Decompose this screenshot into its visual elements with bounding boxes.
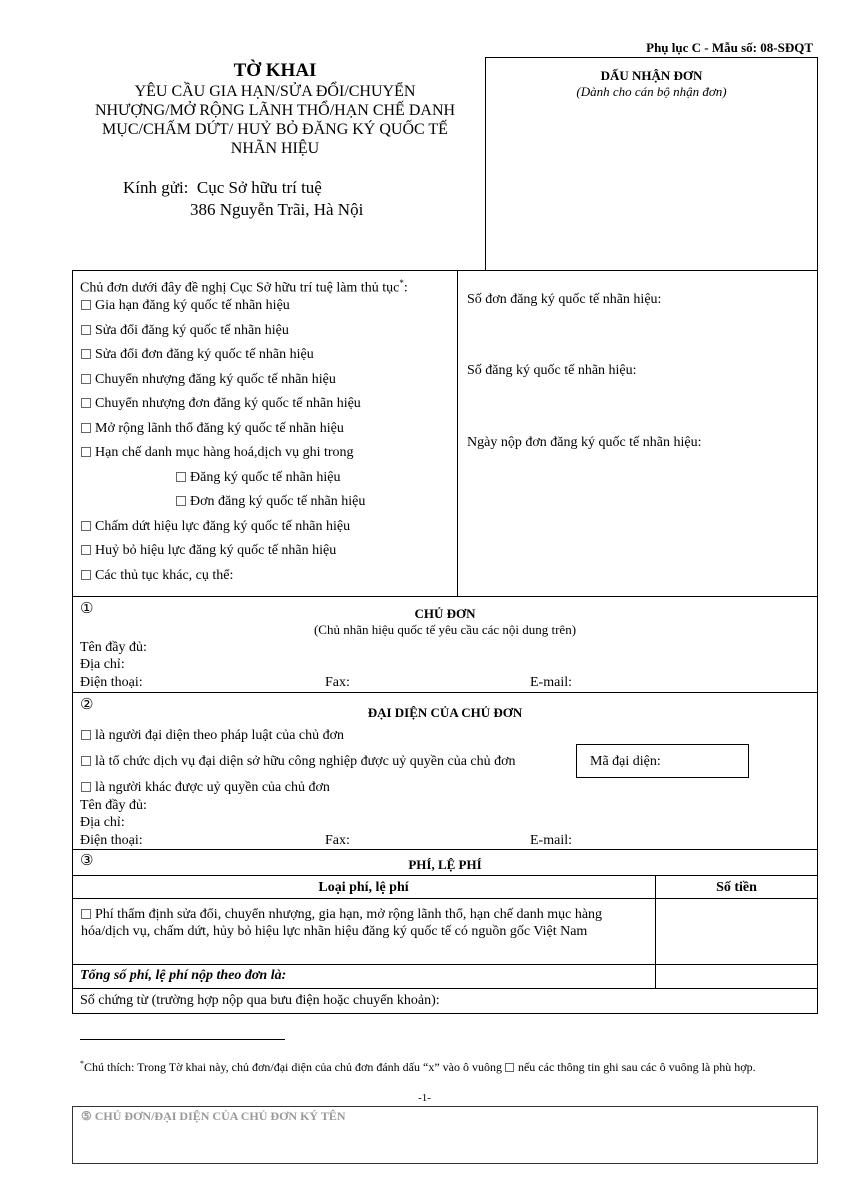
- footnote: *Chú thích: Trong Tờ khai này, chủ đơn/đại diện của chủ đơn đánh dấu “x” vào ô vuông nếu các thông tin ghi sau các ô vuông là phù hợp.: [80, 1059, 756, 1074]
- signature-box[interactable]: [72, 1106, 818, 1164]
- checkbox[interactable]: [81, 909, 91, 919]
- intl-filing-date-label: Ngày nộp đơn đăng ký quốc tế nhãn hiệu:: [467, 435, 702, 450]
- stamp-note: (Dành cho cán bộ nhận đơn): [576, 84, 727, 99]
- subtitle-line: YÊU CẦU GIA HẠN/SỬA ĐỔI/CHUYỂN: [134, 83, 416, 100]
- fees-col-amount: Số tiền: [716, 880, 757, 895]
- intl-application-number-label: Số đơn đăng ký quốc tế nhãn hiệu:: [467, 292, 662, 307]
- owner-address-label: Địa chỉ:: [80, 657, 125, 672]
- request-intro: Chủ đơn dưới đây đề nghị Cục Sở hữu trí tuệ làm thủ tục*:: [80, 278, 408, 296]
- representative-title: ĐẠI DIỆN CỦA CHỦ ĐƠN: [367, 705, 523, 720]
- checkbox[interactable]: [81, 730, 91, 740]
- option-limitation-application[interactable]: Đơn đăng ký quốc tế nhãn hiệu: [81, 493, 365, 518]
- checkbox[interactable]: [81, 398, 91, 408]
- stamp-title: DẤU NHẬN ĐƠN: [600, 68, 703, 83]
- section-number: ③: [80, 851, 94, 869]
- rep-option-legal[interactable]: là người đại diện theo pháp luật của chủ đơn: [81, 727, 344, 744]
- rep-code-box[interactable]: [576, 744, 749, 778]
- option-territorial-extension[interactable]: Mở rộng lãnh thổ đăng ký quốc tế nhãn hiệu: [81, 420, 365, 445]
- checkbox[interactable]: [81, 423, 91, 433]
- stamp-box: [485, 57, 818, 271]
- owner-name-label: Tên đầy đủ:: [80, 640, 147, 655]
- appendix-label: Phụ lục C - Mẫu số: 08-SĐQT: [646, 40, 813, 55]
- rep-email-label: E-mail:: [530, 833, 572, 848]
- subtitle-line: MỤC/CHẤM DỨT/ HUỶ BỎ ĐĂNG KÝ QUỐC TẾ: [102, 121, 448, 138]
- fees-total-label: Tổng số phí, lệ phí nộp theo đơn là:: [80, 968, 287, 983]
- option-renewal[interactable]: Gia hạn đăng ký quốc tế nhãn hiệu: [81, 297, 365, 322]
- recipient: [123, 178, 322, 198]
- checkbox[interactable]: [81, 349, 91, 359]
- option-transfer-registration[interactable]: Chuyển nhượng đăng ký quốc tế nhãn hiệu: [81, 371, 365, 396]
- checkbox[interactable]: [81, 545, 91, 555]
- owner-title: CHỦ ĐƠN: [414, 606, 476, 621]
- rep-code-label: Mã đại diện:: [590, 754, 661, 769]
- owner-fax-label: Fax:: [325, 675, 350, 690]
- rep-fax-label: Fax:: [325, 833, 350, 848]
- page-number: -1-: [418, 1092, 431, 1104]
- form-subtitle: [70, 82, 480, 158]
- section-number: ①: [80, 599, 94, 617]
- checkbox[interactable]: [81, 325, 91, 335]
- fees-title: PHÍ, LỆ PHÍ: [408, 857, 482, 872]
- checkbox[interactable]: [81, 521, 91, 531]
- section-number: ②: [80, 695, 94, 713]
- rep-address-label: Địa chỉ:: [80, 815, 125, 830]
- rep-phone-label: Điện thoại:: [80, 833, 143, 848]
- rep-name-label: Tên đầy đủ:: [80, 798, 147, 813]
- rep-option-ip-agent[interactable]: là tổ chức dịch vụ đại diện sở hữu công nghiệp được uỷ quyền của chủ đơn: [81, 753, 516, 770]
- owner-note: (Chủ nhãn hiệu quốc tế yêu cầu các nội dung trên): [313, 622, 577, 637]
- owner-phone-label: Điện thoại:: [80, 675, 143, 690]
- checkbox[interactable]: [81, 374, 91, 384]
- recipient-org: Cục Sở hữu trí tuệ: [196, 178, 322, 197]
- request-options: [81, 297, 365, 591]
- option-cancellation[interactable]: Huỷ bỏ hiệu lực đăng ký quốc tế nhãn hiệu: [81, 542, 365, 567]
- checkbox[interactable]: [81, 782, 91, 792]
- recipient-label: Kính gửi:: [123, 178, 189, 197]
- checkbox[interactable]: [176, 496, 186, 506]
- checkbox[interactable]: [176, 472, 186, 482]
- rep-option-other[interactable]: là người khác được uỷ quyền của chủ đơn: [81, 779, 330, 796]
- option-amend-registration[interactable]: Sửa đổi đăng ký quốc tế nhãn hiệu: [81, 322, 365, 347]
- option-limitation[interactable]: Hạn chế danh mục hàng hoá,dịch vụ ghi trong: [81, 444, 365, 469]
- fees-col-type: Loại phí, lệ phí: [318, 880, 409, 895]
- recipient-address: 386 Nguyễn Trãi, Hà Nội: [190, 200, 364, 219]
- intl-registration-number-label: Số đăng ký quốc tế nhãn hiệu:: [467, 363, 637, 378]
- title-block: [70, 60, 480, 158]
- checkbox[interactable]: [81, 756, 91, 766]
- checkbox-icon: [505, 1063, 514, 1072]
- owner-email-label: E-mail:: [530, 675, 572, 690]
- checkbox[interactable]: [81, 570, 91, 580]
- checkbox[interactable]: [81, 300, 91, 310]
- option-transfer-application[interactable]: Chuyển nhượng đơn đăng ký quốc tế nhãn hiệu: [81, 395, 365, 420]
- subtitle-line: NHƯỢNG/MỞ RỘNG LÃNH THỔ/HẠN CHẾ DANH: [94, 102, 456, 119]
- fee-item[interactable]: Phí thẩm định sửa đổi, chuyển nhượng, gia hạn, mở rộng lãnh thổ, hạn chế danh mục hàng hóa/dịch vụ, chấm dứt, hủy bỏ hiệu lực nhãn hiệu đăng ký quốc tế có nguồn gốc Việt Nam: [81, 907, 603, 939]
- option-amend-application[interactable]: Sửa đổi đơn đăng ký quốc tế nhãn hiệu: [81, 346, 365, 371]
- option-termination[interactable]: Chấm dứt hiệu lực đăng ký quốc tế nhãn hiệu: [81, 518, 365, 543]
- voucher-label: Số chứng từ (trường hợp nộp qua bưu điện hoặc chuyển khoản):: [80, 993, 440, 1008]
- option-limitation-registration[interactable]: Đăng ký quốc tế nhãn hiệu: [81, 469, 365, 494]
- signature-title: ⑤ CHỦ ĐƠN/ĐẠI DIỆN CỦA CHỦ ĐƠN KÝ TÊN: [81, 1109, 346, 1123]
- option-other[interactable]: Các thủ tục khác, cụ thể:: [81, 567, 365, 592]
- request-section: [80, 275, 455, 297]
- subtitle-line: NHÃN HIỆU: [230, 140, 320, 157]
- form-title: TỜ KHAI: [233, 60, 317, 81]
- checkbox[interactable]: [81, 447, 91, 457]
